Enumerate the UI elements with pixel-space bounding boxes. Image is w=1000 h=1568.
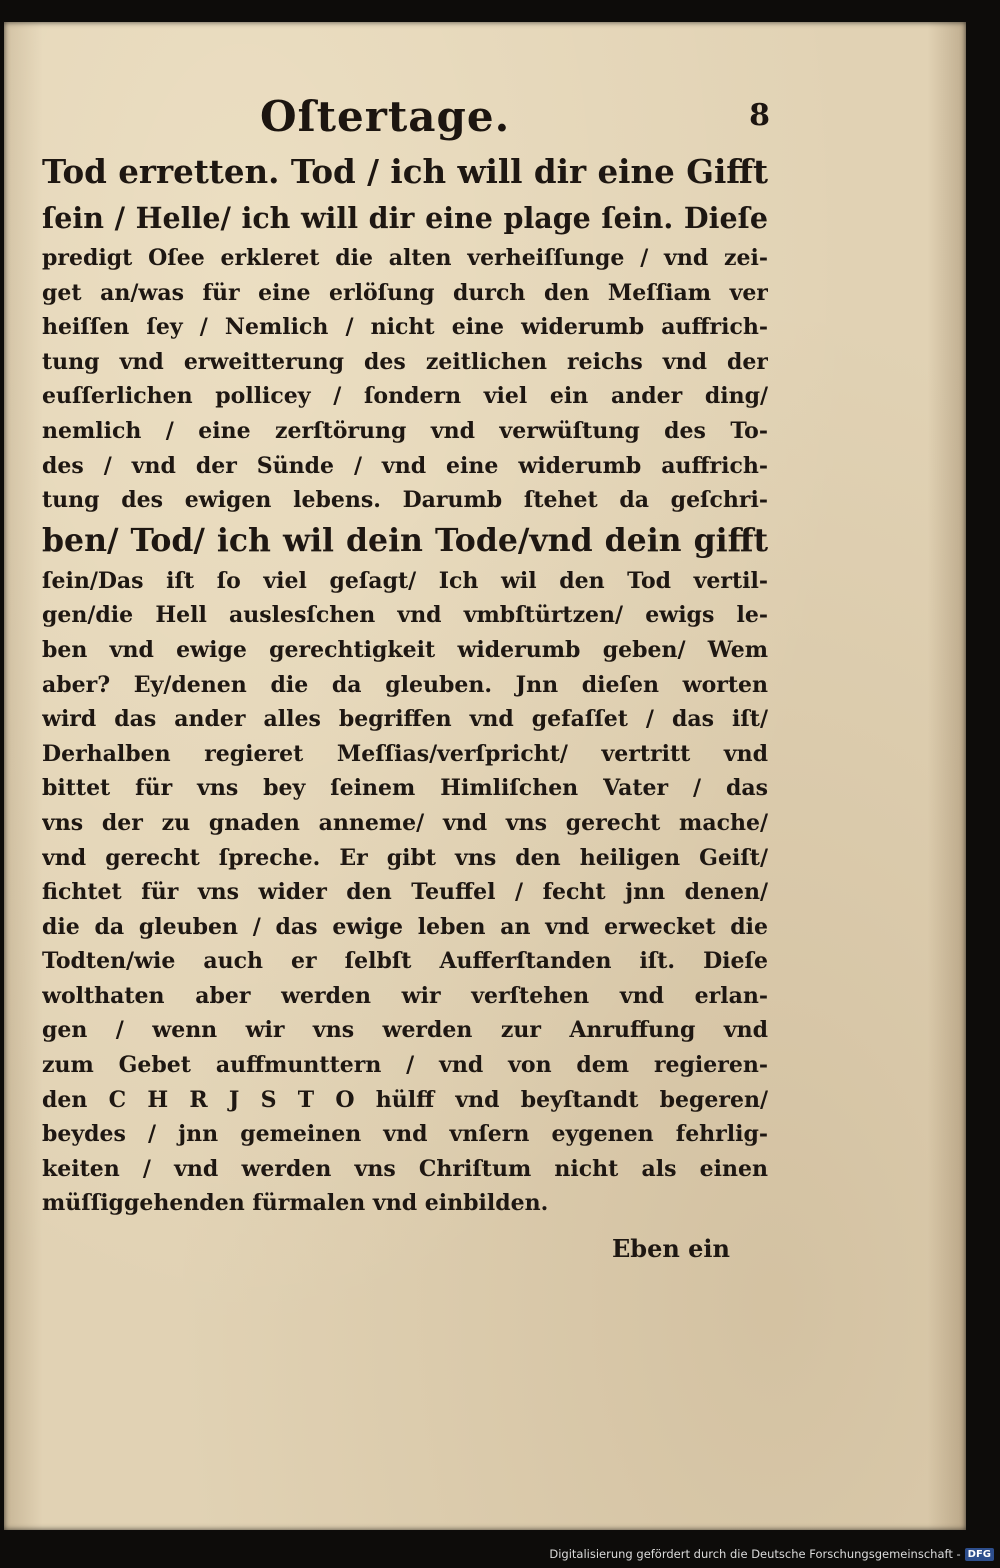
text-line: gen/die Hell auslesſchen vnd vmbſtürtzen/ ewigs le-: [42, 602, 768, 629]
text-line: ſein / Helle/ ich will dir eine plage ſein. Dieſe: [42, 201, 768, 235]
text-line: wolthaten aber werden wir verſtehen vnd erlan-: [42, 982, 768, 1009]
text-line: den C H R J S T O hülff vnd beyſtandt begeren/: [42, 1086, 768, 1113]
text-line: ben/ Tod/ ich wil dein Tode/vnd dein gifft: [42, 521, 768, 559]
text-line: fichtet für vns wider den Teuffel / fecht jnn denen/: [42, 879, 768, 906]
book-page: [4, 22, 966, 1530]
text-line: predigt Oſee erkleret die alten verheiſſunge / vnd zei-: [42, 245, 768, 271]
text-line: ſein/Das iſt ſo viel geſagt/ Ich wil den Tod vertil-: [42, 567, 768, 594]
text-line: get an/was für eine erlöſung durch den Meſſiam ver: [42, 279, 768, 306]
page-header: [260, 92, 770, 150]
text-line: müſſiggehenden fürmalen vnd einbilden.: [42, 1190, 549, 1217]
catchword: Eben ein: [612, 1234, 730, 1263]
text-line: keiten / vnd werden vns Chriſtum nicht als einen: [42, 1155, 768, 1182]
text-line: tung vnd erweitterung des zeitlichen reichs vnd der: [42, 348, 768, 375]
text-line: vns der zu gnaden anneme/ vnd vns gerecht mache/: [42, 809, 768, 836]
text-line: heiſſen ſey / Nemlich / nicht eine widerumb auffrich-: [42, 314, 768, 341]
text-line: gen / wenn wir vns werden zur Anruffung vnd: [42, 1017, 768, 1044]
footer-credit-text: Digitalisierung gefördert durch die Deutsche Forschungsgemeinschaft -: [549, 1547, 961, 1561]
text-line: Tod erretten. Tod / ich will dir eine Gifft: [42, 152, 768, 191]
text-line: wird das ander alles begriffen vnd gefaſſet / das iſt/: [42, 706, 768, 733]
text-line: aber? Ey/denen die da gleuben. Jnn dieſen worten: [42, 671, 768, 698]
text-line: Todten/wie auch er ſelbſt Aufferſtanden iſt. Dieſe: [42, 948, 768, 975]
page-number: 8: [749, 98, 770, 133]
text-line: zum Gebet auffmunttern / vnd von dem regieren-: [42, 1052, 768, 1079]
text-line: Derhalben regieret Meſſias/verſpricht/ vertritt vnd: [42, 740, 768, 767]
text-line: nemlich / eine zerſtörung vnd verwüſtung des To-: [42, 417, 768, 444]
text-line: beydes / jnn gemeinen vnd vnſern eygenen fehrlig-: [42, 1121, 768, 1148]
running-title: Oſtertage.: [260, 92, 511, 141]
text-line: tung des ewigen lebens. Darumb ſtehet da geſchri-: [42, 487, 768, 514]
text-line: euſſerlichen pollicey / ſondern viel ein ander ding/: [42, 383, 768, 410]
text-line: die da gleuben / das ewige leben an vnd erwecket die: [42, 913, 768, 940]
text-line: des / vnd der Sünde / vnd eine widerumb auffrich-: [42, 452, 768, 479]
text-line: ben vnd ewige gerechtigkeit widerumb geben/ Wem: [42, 636, 768, 663]
dfg-logo-icon: DFG: [965, 1548, 994, 1561]
text-line: bittet für vns bey ſeinem Himliſchen Vater / das: [42, 775, 768, 802]
digitization-footer: [549, 1543, 994, 1565]
text-line: vnd gerecht ſpreche. Er gibt vns den heiligen Geiſt/: [42, 844, 768, 871]
body-text: [42, 149, 768, 1221]
